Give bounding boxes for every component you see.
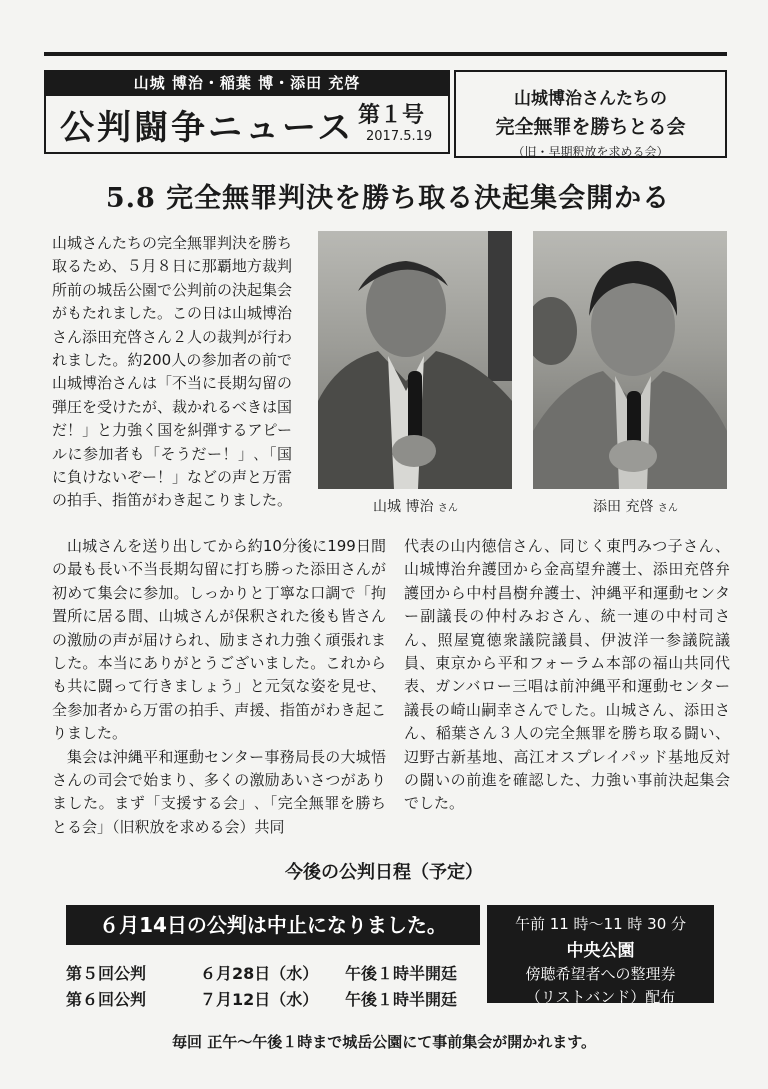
issue-date: 2017.5.19 — [366, 129, 433, 144]
organization-box — [454, 70, 727, 158]
person-silhouette-2 — [533, 231, 727, 489]
org-line2: 完全無罪を勝ちとる会 — [495, 116, 686, 138]
photo-caption-2 — [593, 496, 678, 516]
title-box — [44, 96, 450, 154]
caption-2-suffix: さん — [657, 503, 678, 514]
issue-number: 第１号 — [358, 103, 425, 128]
newsletter-title: 公判闘争ニュース — [60, 108, 355, 148]
info-place: 中央公園 — [566, 941, 635, 961]
cancel-notice: ６月14日の公判は中止になりました。 — [66, 905, 480, 945]
article-paragraph-3: 集会は沖縄平和運動センター事務局長の大城悟さんの司会で始まり、多くの激励あいさつがありました。まず「支援する会」､「完全無罪を勝ちとる会」（旧釈放を求める会）共同 — [52, 747, 386, 836]
session-6-date: ７月12日（水） — [200, 990, 319, 1009]
article-paragraph-1: 山城さんたちの完全無罪判決を勝ち取るため、５月８日に那覇地方裁判所前の城岳公園で公判前の決起集会がもたれました。この日は山城博治さん添田充啓さん２人の裁判が行われました。約200人の参加者の前で山城博治さんは「不当に長期勾留の弾圧を受けたが、裁かれるべきは国だ！」と力強く国を糾弾するアピールに参加者も「そうだー！」､「国に負けないぞー！」などの声と万雷の拍手、指笛がわき起こりました。 — [52, 234, 293, 510]
org-line3: （旧・早期釈放を求める会） — [512, 145, 669, 159]
person-silhouette-1 — [318, 231, 512, 489]
caption-1-name: 山城 博治 — [373, 499, 434, 515]
info-wristband: （リストバンド）配布 — [525, 988, 676, 1006]
top-rule — [44, 52, 727, 56]
article-paragraph-2: 山城さんを送り出してから約10分後に199日間の最も長い不当長期勾留に打ち勝った添田さんが初めて集会に参加。しっかりと丁寧な口調で「拘置所に居る間、山城さんが保釈された後も皆さんの激励の声が届けられ、励まされ力強く頑張れました。本当にありがとうございました。これからも共に闘って行きましょう」と元気な姿を見せ、全参加者から万雷の拍手、声援、指笛がわき起こりました。 — [52, 537, 386, 743]
info-time: 午前 11 時〜11 時 30 分 — [514, 915, 687, 933]
caption-2-name: 添田 充啓 — [593, 499, 654, 515]
session-6-label: 第６回公判 — [66, 990, 147, 1009]
session-5-date: ６月28日（水） — [200, 964, 319, 983]
schedule-title: 今後の公判日程（予定） — [285, 862, 483, 883]
defendant-names: 山城 博治・稲葉 博・添田 充啓 — [44, 70, 450, 96]
article-paragraph-4: 代表の山内徳信さん、同じく東門みつ子さん、山城博治弁護団から金高望弁護士、添田充啓弁護団から中村昌樹弁護士、沖縄平和運動センター副議長の仲村みおさん、統一連の中村司さん、照屋寛徳衆議院議員、伊波洋一参議院議員、東京から平和フォーラム本部の福山共同代表、ガンバロー三唱は前沖縄平和運動センター議長の崎山嗣幸さんでした。山城さん、添田さん、稲葉さん３人の完全無罪を勝ち取る闘い、辺野古新基地、高江オスプレイパッド基地反対の闘いの前進を確認した、力強い事前決起集会でした。 — [404, 537, 730, 813]
session-5-time: 午後１時半開廷 — [345, 964, 458, 983]
headline: 5.8 完全無罪判決を勝ち取る決起集会開かる — [105, 183, 671, 214]
session-5-label: 第５回公判 — [66, 964, 147, 983]
article-column-left — [52, 535, 386, 839]
photo-yamashiro — [318, 231, 512, 489]
session-6-time: 午後１時半開廷 — [345, 990, 458, 1009]
caption-1-suffix: さん — [437, 503, 458, 514]
info-ticket: 傍聴希望者への整理券 — [525, 965, 676, 983]
photo-caption-1 — [373, 496, 458, 516]
distribution-info-box — [487, 905, 714, 1006]
footer-note: 毎回 正午〜午後１時まで城岳公園にて事前集会が開かれます。 — [171, 1033, 597, 1051]
masthead — [44, 70, 450, 156]
photo-soeda — [533, 231, 727, 489]
org-line1: 山城博治さんたちの — [514, 89, 667, 109]
